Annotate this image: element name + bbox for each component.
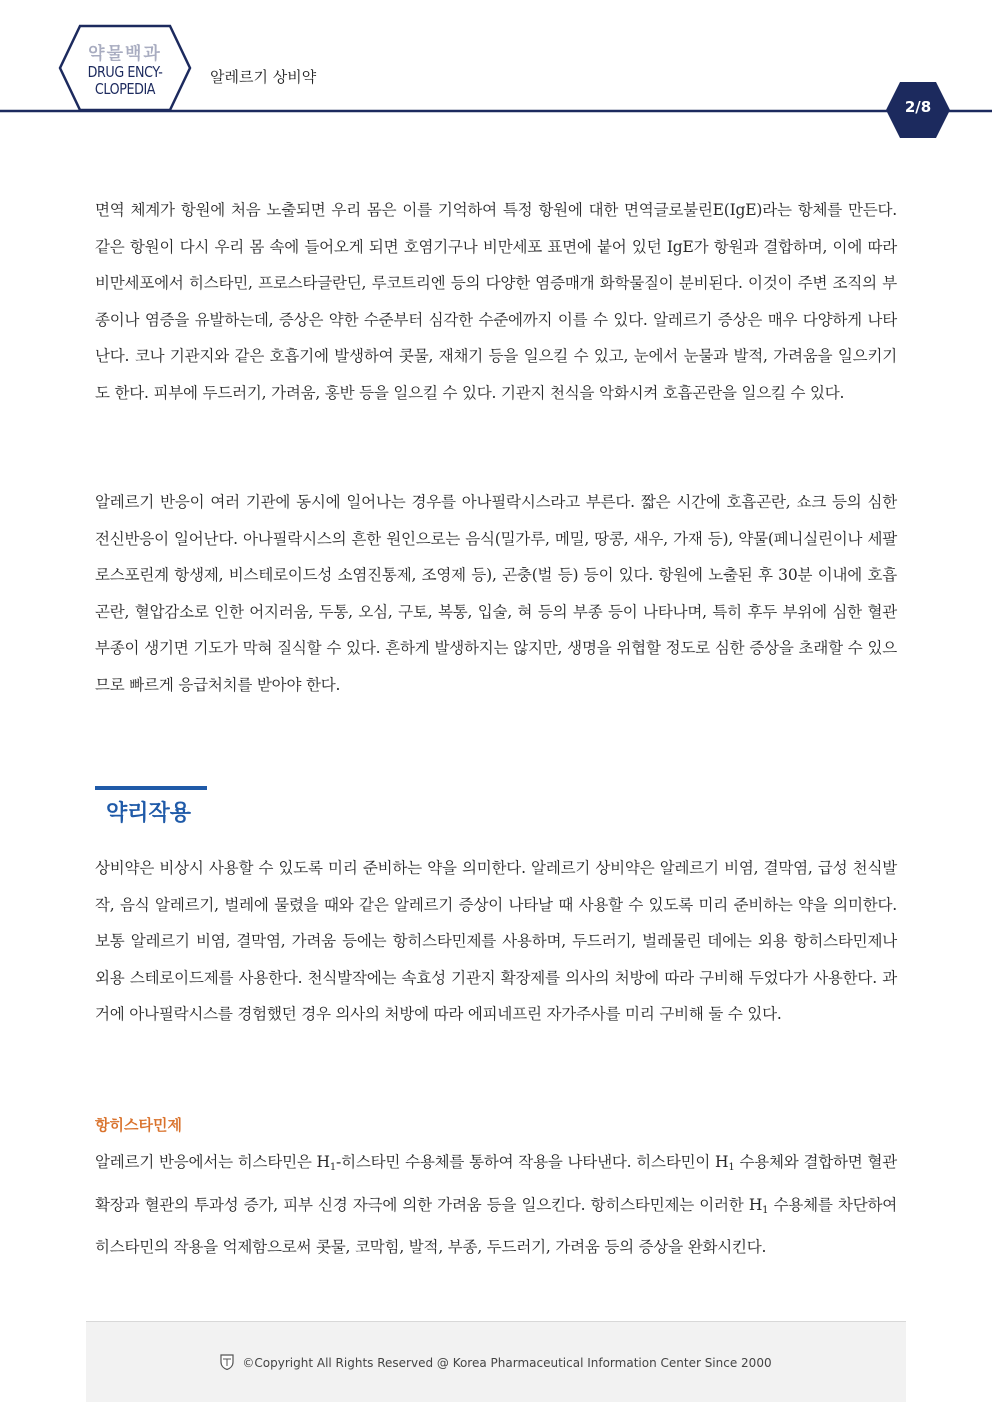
copyright-text: ©Copyright All Rights Reserved @ Korea Pharmaceutical Information Center Since 2000 (242, 1356, 772, 1370)
subscript: 1 (762, 1204, 769, 1216)
text-span: -히스타민 수용체를 통하여 작용을 나타낸다. 히스타민이 H (336, 1153, 729, 1171)
text-span: 수용체를 차단하여 히스타민의 작용을 억제함으로써 콧물, 코막힘, 발적, 부종, 두드러기, 가려움 등의 증상을 완화시킨다. (95, 1195, 898, 1256)
logo-english-line1: DRUG ENCY- (87, 63, 163, 81)
paragraph-antihistamine (95, 1144, 897, 1266)
kpic-shield-icon (220, 1354, 234, 1370)
footer-content (86, 1354, 906, 1370)
section-accent-bar (95, 786, 207, 790)
document-title: 알레르기 상비약 (210, 68, 317, 86)
section-title: 약리작용 (106, 801, 192, 826)
paragraph-pharmacology: 상비약은 비상시 사용할 수 있도록 미리 준비하는 약을 의미한다. 알레르기 상비약은 알레르기 비염, 결막염, 급성 천식발작, 음식 알레르기, 벌레에 물렸을 때와 같은 알레르기 증상이 나타날 때 사용할 수 있도록 미리 준비하는 약을 의미한다. 보통 알레르기 비염, 결막염, 가려움 등에는 항히스타민제를 사용하며, 두드러기, 벌레물린 데에는 외용 항히스타민제나 외용 스테로이드제를 사용한다. 천식발작에는 속효성 기관지 확장제를 의사의 처방에 따라 구비해 두었다가 사용한다. 과거에 아나필락시스를 경험했던 경우 의사의 처방에 따라 에피네프린 자가주사를 미리 구비해 둘 수 있다. (95, 859, 897, 1023)
text-span: 알레르기 반응에서는 히스타민은 H (95, 1153, 330, 1171)
logo (60, 44, 190, 98)
logo-korean: 약물백과 (88, 44, 162, 64)
page-number: 2/8 (904, 98, 932, 116)
paragraph-anaphylaxis: 알레르기 반응이 여러 기관에 동시에 일어나는 경우를 아나필락시스라고 부른다. 짧은 시간에 호흡곤란, 쇼크 등의 심한 전신반응이 일어난다. 아나필락시스의 흔한 원인으로는 음식(밀가루, 메밀, 땅콩, 새우, 가재 등), 약물(페니실린이나 세팔로스포린계 항생제, 비스테로이드성 소염진통제, 조영제 등), 곤충(벌 등) 등이 있다. 항원에 노출된 후 30분 이내에 호흡곤란, 혈압감소로 인한 어지러움, 두통, 오심, 구토, 복통, 입술, 혀 등의 부종 등이 나타나며, 특히 후두 부위에 심한 혈관 부종이 생기면 기도가 막혀 질식할 수 있다. 흔하게 발생하지는 않지만, 생명을 위협할 정도로 심한 증상을 초래할 수 있으므로 빠르게 응급처치를 받아야 한다. (95, 493, 897, 694)
subsection-title: 항히스타민제 (95, 1116, 182, 1134)
page-footer (86, 1321, 906, 1402)
logo-english-line2: CLOPEDIA (94, 80, 156, 98)
text-span: 수용체와 결합하면 혈관 확장과 혈관의 투과성 증가, 피부 신경 자극에 의한 가려움 등을 일으킨다. 항히스타민제는 이러한 H (95, 1153, 897, 1214)
page-header (0, 0, 992, 140)
subscript: 1 (728, 1162, 735, 1173)
paragraph-immune-response: 면역 체계가 항원에 처음 노출되면 우리 몸은 이를 기억하여 특정 항원에 대한 면역글로불린E(IgE)라는 항체를 만든다. 같은 항원이 다시 우리 몸 속에 들어오게 되면 호염기구나 비만세포 표면에 붙어 있던 IgE가 항원과 결합하며, 이에 따라 비만세포에서 히스타민, 프로스타글란딘, 루코트리엔 등의 다양한 염증매개 화학물질이 분비된다. 이것이 주변 조직의 부종이나 염증을 유발하는데, 증상은 약한 수준부터 심각한 수준에까지 이를 수 있다. 알레르기 증상은 매우 다양하게 나타난다. 코나 기관지와 같은 호흡기에 발생하여 콧물, 재채기 등을 일으킬 수 있고, 눈에서 눈물과 발적, 가려움을 일으키기도 한다. 피부에 두드러기, 가려움, 홍반 등을 일으킬 수 있다. 기관지 천식을 악화시켜 호흡곤란을 일으킬 수 있다. (95, 201, 897, 402)
subscript: 1 (329, 1162, 337, 1173)
